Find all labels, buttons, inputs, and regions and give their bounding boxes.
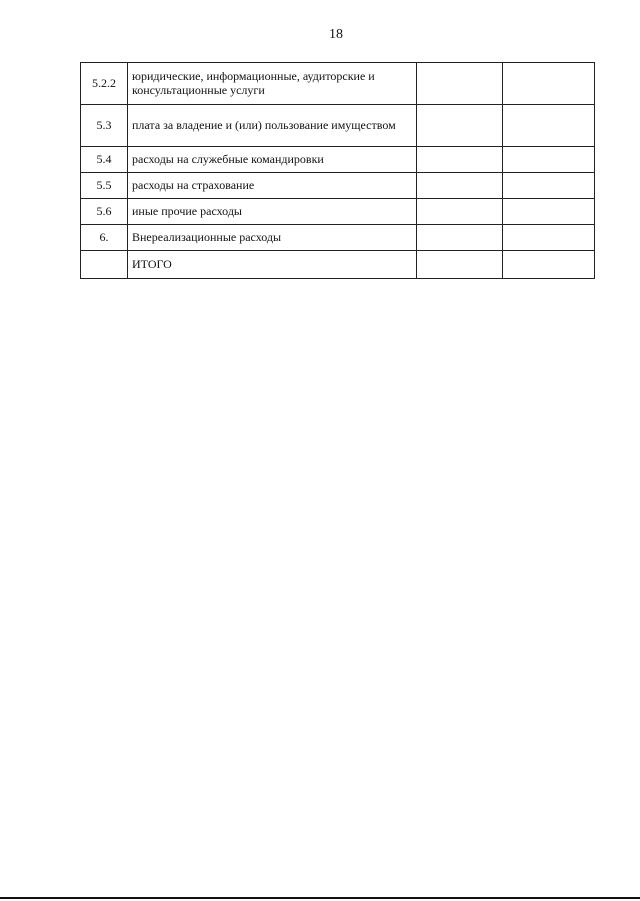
table-row [81, 225, 595, 251]
row-number: 5.5 [81, 173, 128, 199]
value-cell [503, 147, 595, 173]
table-row [81, 105, 595, 147]
row-name: Внереализационные расходы [128, 225, 417, 251]
row-number: 5.6 [81, 199, 128, 225]
value-cell [417, 63, 503, 105]
value-cell [503, 63, 595, 105]
table-row [81, 147, 595, 173]
value-cell [417, 105, 503, 147]
row-number [81, 251, 128, 279]
row-number: 5.4 [81, 147, 128, 173]
row-name: иные прочие расходы [128, 199, 417, 225]
scan-edge-line [0, 897, 640, 899]
row-name: юридические, информационные, аудиторские и консультационные услуги [128, 63, 417, 105]
table-row-total [81, 251, 595, 279]
row-name: плата за владение и (или) пользование имуществом [128, 105, 417, 147]
table-row [81, 63, 595, 105]
row-name-total: ИТОГО [128, 251, 417, 279]
value-cell [503, 173, 595, 199]
table-row [81, 199, 595, 225]
row-number: 5.2.2 [81, 63, 128, 105]
row-name: расходы на страхование [128, 173, 417, 199]
value-cell [503, 199, 595, 225]
value-cell [417, 173, 503, 199]
page-number: 18 [329, 27, 343, 42]
value-cell [503, 105, 595, 147]
table-row [81, 173, 595, 199]
expenses-table [80, 62, 595, 279]
value-cell [417, 225, 503, 251]
value-cell [417, 251, 503, 279]
value-cell [503, 251, 595, 279]
row-name: расходы на служебные командировки [128, 147, 417, 173]
value-cell [417, 147, 503, 173]
value-cell [503, 225, 595, 251]
row-number: 6. [81, 225, 128, 251]
value-cell [417, 199, 503, 225]
row-number: 5.3 [81, 105, 128, 147]
